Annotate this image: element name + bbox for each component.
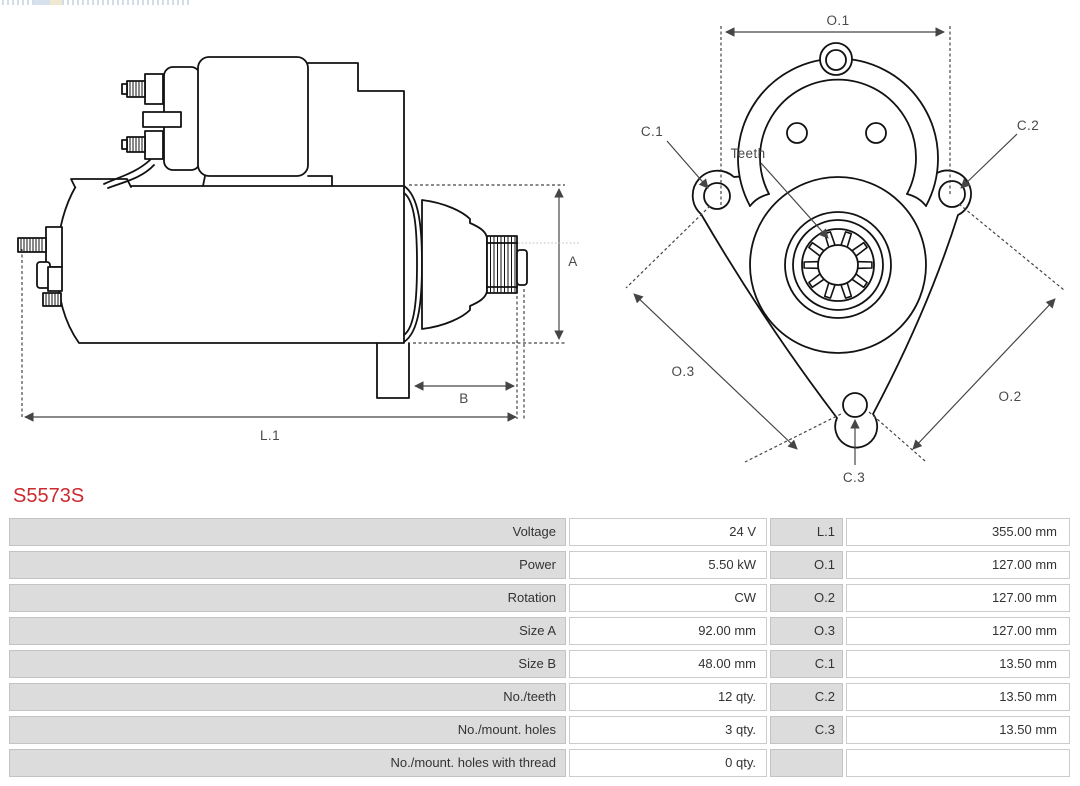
- spec-dim-value: 127.00 mm: [846, 584, 1070, 612]
- dim-label-o1: O.1: [826, 13, 850, 28]
- part-number: S5573S: [13, 485, 85, 507]
- spec-label: No./mount. holes: [9, 716, 566, 744]
- dim-label-a: A: [568, 254, 578, 269]
- spec-row: [9, 716, 1070, 744]
- spec-label: Power: [9, 551, 566, 579]
- spec-label: No./teeth: [9, 683, 566, 711]
- spec-row: [9, 617, 1070, 645]
- dim-label-c1: C.1: [640, 124, 664, 139]
- spec-value: 24 V: [569, 518, 767, 546]
- spec-row: [9, 518, 1070, 546]
- spec-row: [9, 551, 1070, 579]
- spec-dim-value: [846, 749, 1070, 777]
- spec-value: 12 qty.: [569, 683, 767, 711]
- spec-dim-value: 13.50 mm: [846, 683, 1070, 711]
- spec-value: 0 qty.: [569, 749, 767, 777]
- dim-label-c2: C.2: [1016, 118, 1040, 133]
- spec-label: No./mount. holes with thread: [9, 749, 566, 777]
- spec-dim-value: 127.00 mm: [846, 551, 1070, 579]
- dim-label-b: B: [459, 391, 469, 406]
- spec-value: 5.50 kW: [569, 551, 767, 579]
- spec-dim-value: 13.50 mm: [846, 650, 1070, 678]
- spec-value: CW: [569, 584, 767, 612]
- spec-dim-value: 13.50 mm: [846, 716, 1070, 744]
- spec-value: 3 qty.: [569, 716, 767, 744]
- spec-row: [9, 650, 1070, 678]
- spec-dim-label: C.3: [770, 716, 843, 744]
- front-view-drawing: [693, 43, 971, 448]
- spec-dim-value: 355.00 mm: [846, 518, 1070, 546]
- spec-label: Size B: [9, 650, 566, 678]
- spec-dim-label: C.1: [770, 650, 843, 678]
- spec-dim-label: L.1: [770, 518, 843, 546]
- teeth-label: Teeth: [730, 146, 766, 161]
- dim-label-o3: O.3: [671, 364, 695, 379]
- spec-dim-label: C.2: [770, 683, 843, 711]
- spec-label: Voltage: [9, 518, 566, 546]
- spec-row: [9, 683, 1070, 711]
- spec-dim-value: 127.00 mm: [846, 617, 1070, 645]
- dim-label-c3: C.3: [842, 470, 866, 485]
- spec-dim-label: [770, 749, 843, 777]
- spec-label: Rotation: [9, 584, 566, 612]
- spec-dim-label: O.1: [770, 551, 843, 579]
- spec-table: [9, 518, 1070, 777]
- spec-value: 48.00 mm: [569, 650, 767, 678]
- spec-dim-label: O.2: [770, 584, 843, 612]
- spec-row: [9, 749, 1070, 777]
- dim-label-o2: O.2: [998, 389, 1022, 404]
- dim-label-l1: L.1: [260, 428, 280, 443]
- spec-row: [9, 584, 1070, 612]
- side-view-drawing: [18, 57, 527, 398]
- spec-dim-label: O.3: [770, 617, 843, 645]
- product-info: [0, 484, 1080, 782]
- spec-label: Size A: [9, 617, 566, 645]
- spec-value: 92.00 mm: [569, 617, 767, 645]
